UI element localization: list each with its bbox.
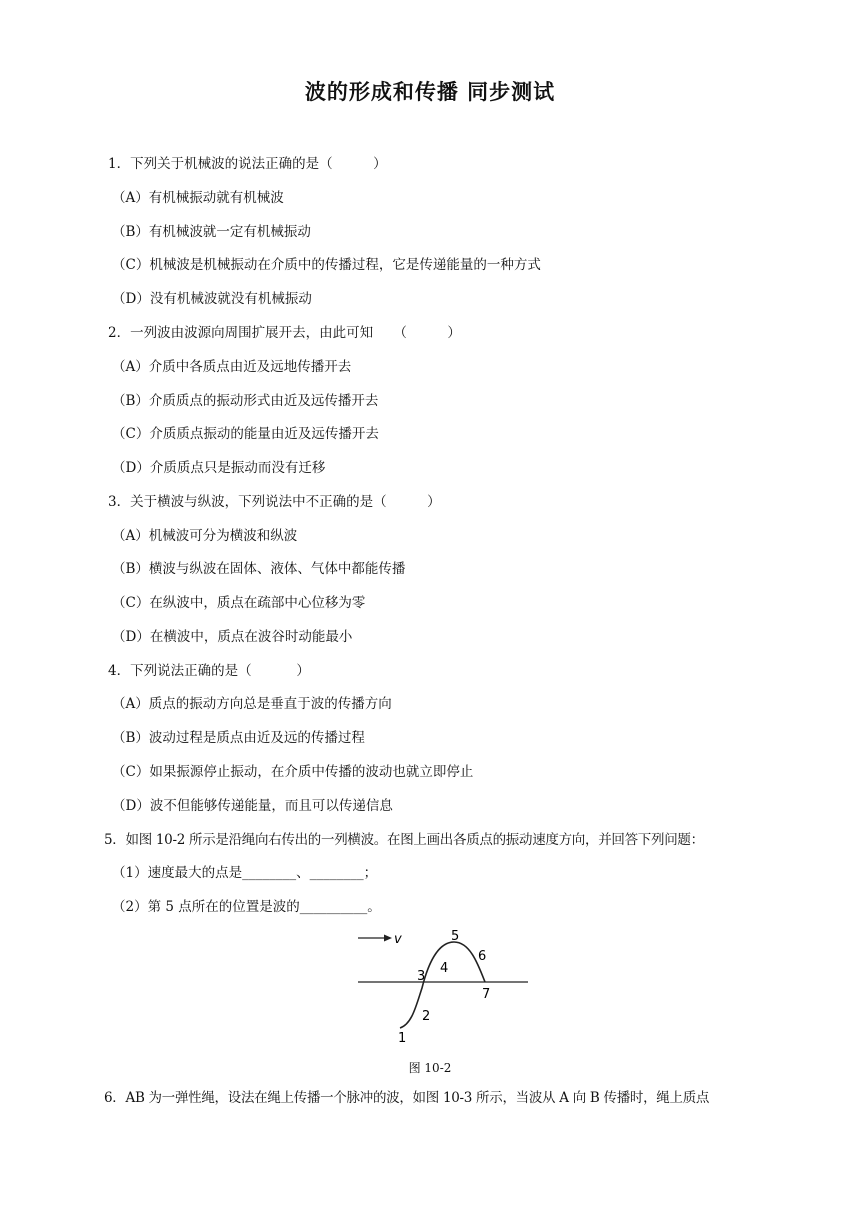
question-4-option-c: （C）如果振源停止振动，在介质中传播的波动也就立即停止 bbox=[112, 764, 474, 780]
wave-diagram bbox=[354, 928, 534, 1058]
wave-figure bbox=[354, 928, 534, 1078]
point-label-7: 7 bbox=[482, 987, 491, 1002]
question-2-option-a: （A）介质中各质点由近及远地传播开去 bbox=[112, 359, 352, 375]
question-5: 5．如图 10-2 所示是沿绳向右传出的一列横波。在图上画出各质点的振动速度方向，并回答下列问题： bbox=[104, 832, 704, 848]
question-1-option-c: （C）机械波是机械振动在介质中的传播过程，它是传递能量的一种方式 bbox=[112, 257, 541, 273]
velocity-arrowhead-icon bbox=[384, 935, 392, 942]
question-3-option-b: （B）横波与纵波在固体、液体、气体中都能传播 bbox=[112, 561, 406, 577]
page-title: 波的形成和传播 同步测试 bbox=[304, 80, 556, 104]
wave-curve bbox=[400, 942, 485, 1028]
point-label-6: 6 bbox=[478, 949, 487, 964]
question-4: 4．下列说法正确的是（ ） bbox=[108, 663, 310, 679]
question-3-option-c: （C）在纵波中，质点在疏部中心位移为零 bbox=[112, 595, 366, 611]
question-5-part-2: （2）第 5 点所在的位置是波的__________。 bbox=[112, 899, 381, 915]
point-label-3: 3 bbox=[417, 969, 426, 984]
question-3: 3．关于横波与纵波，下列说法中不正确的是（ ） bbox=[108, 494, 441, 510]
point-label-2: 2 bbox=[422, 1009, 431, 1024]
question-1: 1．下列关于机械波的说法正确的是（ ） bbox=[108, 156, 387, 172]
question-2-option-c: （C）介质质点振动的能量由近及远传播开去 bbox=[112, 426, 379, 442]
question-2-option-b: （B）介质质点的振动形式由近及远传播开去 bbox=[112, 393, 379, 409]
point-label-5: 5 bbox=[451, 929, 460, 944]
question-1-option-a: （A）有机械振动就有机械波 bbox=[112, 190, 284, 206]
question-2-option-d: （D）介质质点只是振动而没有迁移 bbox=[112, 460, 326, 476]
velocity-label: v bbox=[394, 932, 402, 947]
question-4-option-d: （D）波不但能够传递能量，而且可以传递信息 bbox=[112, 798, 393, 814]
point-label-4: 4 bbox=[440, 961, 449, 976]
figure-caption: 图 10-2 bbox=[408, 1061, 452, 1075]
question-4-option-b: （B）波动过程是质点由近及远的传播过程 bbox=[112, 730, 365, 746]
point-label-1: 1 bbox=[398, 1031, 407, 1046]
question-4-option-a: （A）质点的振动方向总是垂直于波的传播方向 bbox=[112, 696, 392, 712]
question-6: 6．AB 为一弹性绳，设法在绳上传播一个脉冲的波，如图 10-3 所示，当波从 A 向 B 传播时，绳上质点 bbox=[104, 1090, 710, 1106]
question-1-option-b: （B）有机械波就一定有机械振动 bbox=[112, 224, 311, 240]
question-3-option-d: （D）在横波中，质点在波谷时动能最小 bbox=[112, 629, 353, 645]
question-3-option-a: （A）机械波可分为横波和纵波 bbox=[112, 528, 298, 544]
question-1-option-d: （D）没有机械波就没有机械振动 bbox=[112, 291, 312, 307]
question-2: 2．一列波由波源向周围扩展开去，由此可知 （ ） bbox=[108, 325, 461, 341]
question-5-part-1: （1）速度最大的点是________、________； bbox=[112, 865, 378, 881]
